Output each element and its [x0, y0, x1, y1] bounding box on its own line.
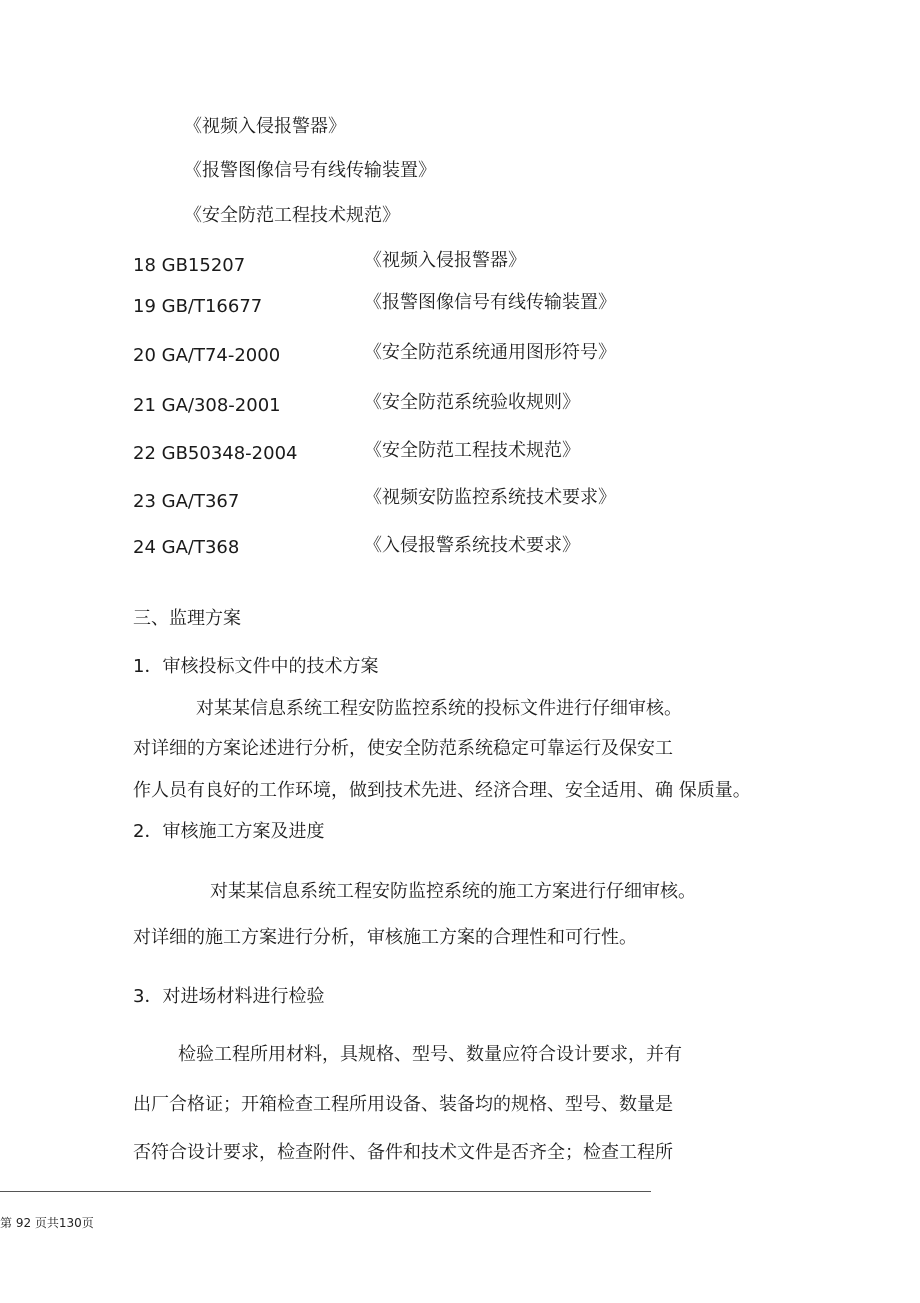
- item-heading-2: 2．审核施工方案及进度: [133, 821, 325, 842]
- paragraph-line: 对详细的方案论述进行分析，使安全防范系统稳定可靠运行及保安工: [133, 738, 673, 759]
- standard-title: 《安全防范系统验收规则》: [364, 392, 580, 413]
- standard-title: 《视频入侵报警器》: [364, 250, 526, 271]
- paragraph-line: 对某某信息系统工程安防监控系统的投标文件进行仔细审核。: [196, 698, 682, 719]
- standard-code: 19 GB/T16677: [133, 296, 263, 317]
- paragraph-line: 作人员有良好的工作环境，做到技术先进、经济合理、安全适用、确 保质量。: [133, 780, 751, 801]
- standard-code: 22 GB50348-2004: [133, 443, 298, 464]
- standard-title: 《安全防范系统通用图形符号》: [364, 342, 616, 363]
- standard-code: 20 GA/T74-2000: [133, 345, 281, 366]
- standard-code: 23 GA/T367: [133, 491, 240, 512]
- section-heading: 三、监理方案: [133, 608, 241, 629]
- standard-title: 《安全防范工程技术规范》: [364, 440, 580, 461]
- intro-title-1: 《视频入侵报警器》: [184, 116, 346, 137]
- standard-title: 《入侵报警系统技术要求》: [364, 535, 580, 556]
- intro-title-3: 《安全防范工程技术规范》: [184, 205, 400, 226]
- standard-code: 24 GA/T368: [133, 537, 240, 558]
- item-heading-1: 1．审核投标文件中的技术方案: [133, 656, 379, 677]
- paragraph-line: 否符合设计要求，检查附件、备件和技术文件是否齐全；检查工程所: [133, 1142, 673, 1163]
- paragraph-line: 检验工程所用材料，具规格、型号、数量应符合设计要求，并有: [178, 1044, 682, 1065]
- paragraph-line: 出厂合格证；开箱检查工程所用设备、装备均的规格、型号、数量是: [133, 1094, 673, 1115]
- standard-title: 《视频安防监控系统技术要求》: [364, 487, 616, 508]
- standard-code: 21 GA/308-2001: [133, 395, 281, 416]
- paragraph-line: 对详细的施工方案进行分析，审核施工方案的合理性和可行性。: [133, 927, 637, 948]
- intro-title-2: 《报警图像信号有线传输装置》: [184, 160, 436, 181]
- page-number: 第 92 页共130页: [0, 1216, 94, 1230]
- paragraph-line: 对某某信息系统工程安防监控系统的施工方案进行仔细审核。: [210, 881, 696, 902]
- item-heading-3: 3．对进场材料进行检验: [133, 986, 325, 1007]
- standard-code: 18 GB15207: [133, 255, 246, 276]
- footer-divider: [0, 1191, 651, 1192]
- standard-title: 《报警图像信号有线传输装置》: [364, 292, 616, 313]
